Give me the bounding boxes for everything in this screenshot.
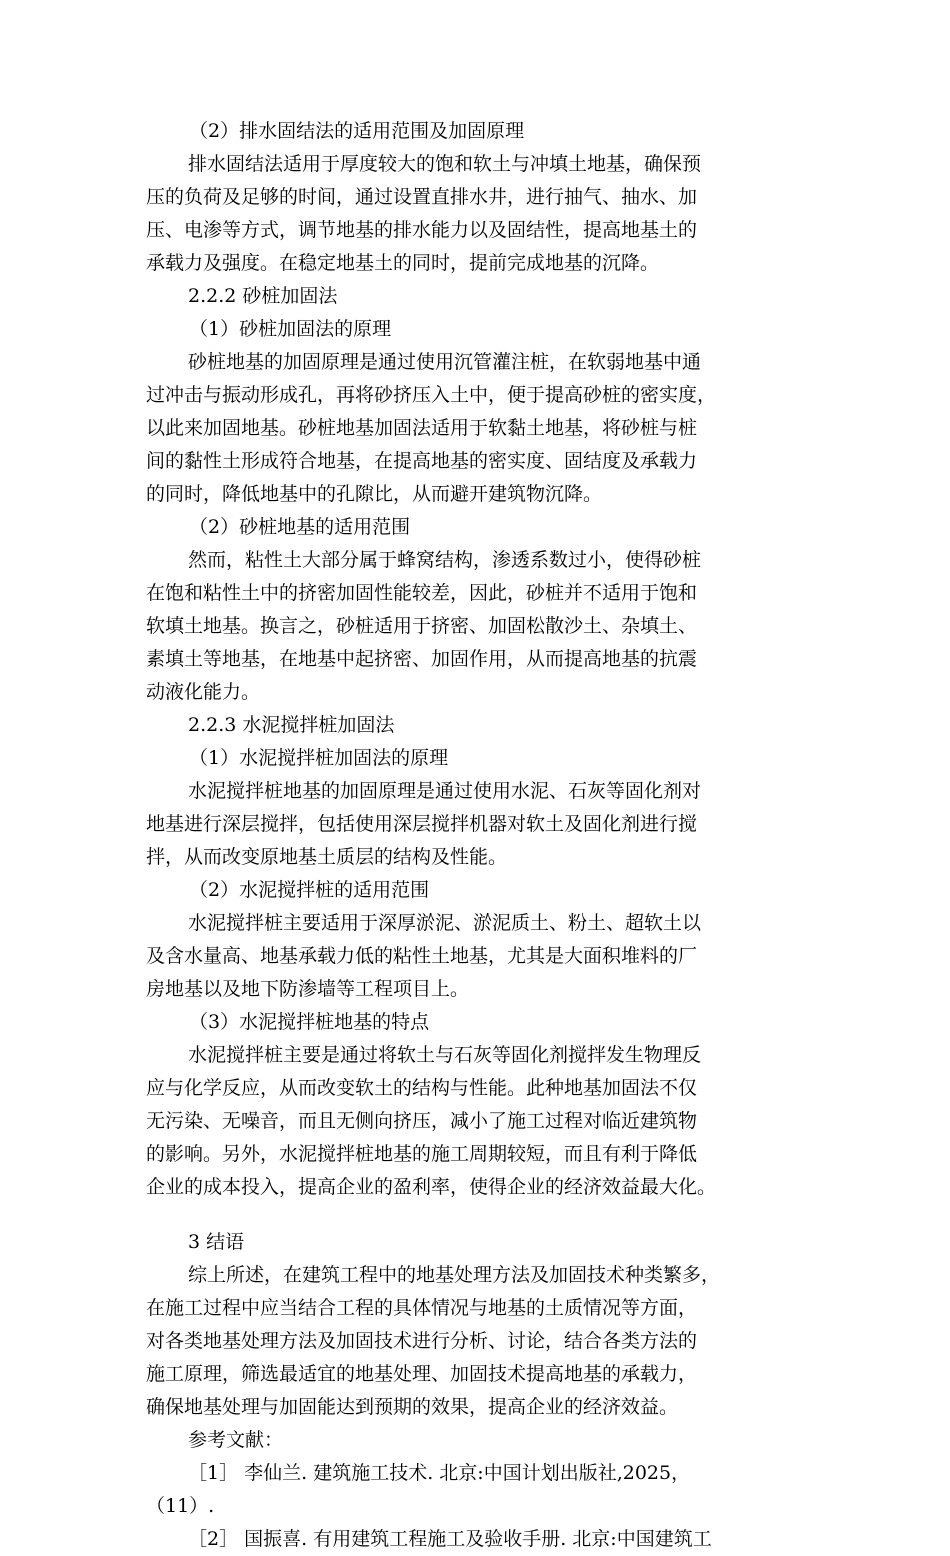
text-line: 压的负荷及足够的时间，通过设置直排水井，进行抽气、抽水、加 (146, 186, 698, 208)
text-line: （3）水泥搅拌桩地基的特点 (189, 1011, 430, 1033)
text-line: 参考文献： (188, 1429, 284, 1451)
text-line: 应与化学反应，从而改变软土的结构与性能。此种地基加固法不仅 (146, 1077, 698, 1099)
text-line: 综上所述，在建筑工程中的地基处理方法及加固技术种类繁多， (188, 1264, 721, 1286)
text-line: 2.2.2 砂桩加固法 (188, 285, 338, 307)
text-line: 水泥搅拌桩主要适用于深厚淤泥、淤泥质土、粉土、超软土以 (188, 912, 702, 934)
text-line: （1）水泥搅拌桩加固法的原理 (189, 747, 449, 769)
text-line: 无污染、无噪音，而且无侧向挤压，减小了施工过程对临近建筑物 (146, 1110, 698, 1132)
paragraph-gap (146, 1204, 806, 1226)
text-line: 承载力及强度。在稳定地基土的同时，提前完成地基的沉降。 (146, 252, 660, 274)
text-line: ［2］ 国振喜. 有用建筑工程施工及验收手册. 北京:中国建筑工 (188, 1528, 712, 1550)
text-line: 地基进行深层搅拌，包括使用深层搅拌机器对软土及固化剂进行搅 (146, 813, 698, 835)
text-line: 过冲击与振动形成孔，再将砂挤压入土中，便于提高砂桩的密实度， (146, 384, 717, 406)
text-line: 的影响。另外，水泥搅拌桩地基的施工周期较短，而且有利于降低 (146, 1143, 698, 1165)
text-line: 3 结语 (188, 1231, 245, 1253)
text-line: （2）水泥搅拌桩的适用范围 (189, 879, 430, 901)
text-line: 在施工过程中应当结合工程的具体情况与地基的土质情况等方面， (146, 1297, 698, 1319)
text-line: 在饱和粘性土中的挤密加固性能较差，因此，砂桩并不适用于饱和 (146, 582, 698, 604)
text-line: 间的黏性土形成符合地基，在提高地基的密实度、固结度及承载力 (146, 450, 698, 472)
text-line: 施工原理，筛选最适宜的地基处理、加固技术提高地基的承载力， (146, 1363, 698, 1385)
text-line: （2）排水固结法的适用范围及加固原理 (189, 120, 525, 142)
document-body (146, 115, 806, 1556)
text-line: 2.2.3 水泥搅拌桩加固法 (188, 714, 395, 736)
text-line: 水泥搅拌桩地基的加固原理是通过使用水泥、石灰等固化剂对 (188, 780, 702, 802)
text-line: 压、电渗等方式，调节地基的排水能力以及固结性，提高地基土的 (146, 219, 698, 241)
text-line: 拌，从而改变原地基土质层的结构及性能。 (146, 846, 508, 868)
text-line: （2）砂桩地基的适用范围 (189, 516, 411, 538)
text-line: ［1］ 李仙兰. 建筑施工技术. 北京:中国计划出版社,2025， (188, 1462, 691, 1484)
text-line: 排水固结法适用于厚度较大的饱和软土与冲填土地基，确保预 (188, 153, 702, 175)
text-line: （1）砂桩加固法的原理 (189, 318, 392, 340)
text-line: 及含水量高、地基承载力低的粘性土地基，尤其是大面积堆料的厂 (146, 945, 698, 967)
text-line: 素填土等地基，在地基中起挤密、加固作用，从而提高地基的抗震 (146, 648, 698, 670)
text-line: 以此来加固地基。砂桩地基加固法适用于软黏土地基，将砂桩与桩 (146, 417, 698, 439)
text-line: 软填土地基。换言之，砂桩适用于挤密、加固松散沙土、杂填土、 (146, 615, 698, 637)
text-line: 对各类地基处理方法及加固技术进行分析、讨论，结合各类方法的 (146, 1330, 698, 1352)
text-line: 房地基以及地下防渗墙等工程项目上。 (146, 978, 470, 1000)
text-line: 企业的成本投入，提高企业的盈利率，使得企业的经济效益最大化。 (146, 1176, 717, 1198)
text-line: 确保地基处理与加固能达到预期的效果，提高企业的经济效益。 (146, 1396, 679, 1418)
text-line: （11）. (146, 1495, 215, 1517)
text-line: 动液化能力。 (146, 681, 261, 703)
text-line: 水泥搅拌桩主要是通过将软土与石灰等固化剂搅拌发生物理反 (188, 1044, 702, 1066)
text-line: 然而，粘性土大部分属于蜂窝结构，渗透系数过小，使得砂桩 (188, 549, 702, 571)
text-line: 砂桩地基的加固原理是通过使用沉管灌注桩，在软弱地基中通 (188, 351, 702, 373)
text-line: 的同时，降低地基中的孔隙比，从而避开建筑物沉降。 (146, 483, 603, 505)
